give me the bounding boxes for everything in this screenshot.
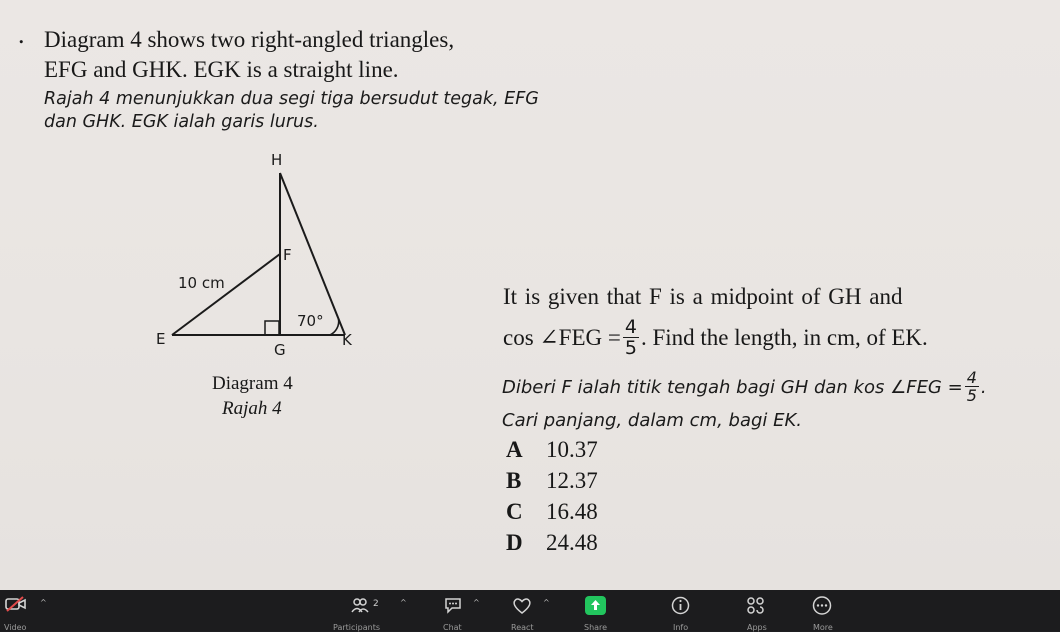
option-value: 10.37 [546, 437, 598, 462]
info-label[interactable]: Info [673, 623, 689, 632]
chat-chevron-icon[interactable]: ^ [473, 598, 480, 607]
diagram-caption-en: Diagram 4 [212, 373, 293, 394]
label-f: F [283, 246, 292, 264]
meeting-toolbar [0, 590, 1060, 631]
fraction-four-fifths [623, 318, 639, 358]
option-c [506, 499, 598, 525]
option-letter: B [506, 468, 522, 493]
question-line-2: EFG and GHK. EGK is a straight line. [44, 57, 399, 82]
question-malay-line-1: Rajah 4 menunjukkan dua segi tiga bersudut tegak, EFG [44, 89, 539, 109]
given-line-2 [503, 318, 928, 358]
apps-label[interactable]: Apps [747, 623, 767, 632]
malay-fraction-denominator: 5 [966, 386, 977, 405]
diagram-caption-my: Rajah 4 [222, 398, 282, 419]
option-letter: C [506, 499, 523, 524]
label-angle: 70° [297, 312, 324, 330]
malay-given-prefix: Diberi F ialah titik tengah bagi GH dan kos ∠FEG = [502, 376, 963, 398]
react-label[interactable]: React [511, 623, 534, 632]
question-bullet: . [18, 20, 25, 49]
option-value: 24.48 [546, 530, 598, 555]
video-label[interactable]: Video [4, 623, 27, 632]
option-a [506, 437, 598, 463]
label-ef-length: 10 cm [178, 274, 225, 292]
malay-ask-line: Cari panjang, dalam cm, bagi EK. [502, 410, 803, 431]
video-chevron-icon[interactable]: ^ [40, 598, 47, 607]
line-ef [172, 254, 280, 335]
given-line-1: It is given that F is a midpoint of GH and [503, 284, 903, 309]
participants-chevron-icon[interactable]: ^ [400, 598, 407, 607]
label-k: K [342, 331, 352, 349]
option-d [506, 530, 598, 556]
option-b [506, 468, 598, 494]
chat-label[interactable]: Chat [443, 623, 462, 632]
react-chevron-icon[interactable]: ^ [543, 598, 550, 607]
video-off-icon[interactable] [5, 596, 27, 612]
cos-suffix: . Find the length, in cm, of EK. [640, 325, 928, 350]
right-angle-marker [265, 321, 279, 335]
cos-prefix: cos ∠FEG = [503, 325, 621, 350]
fraction-numerator: 4 [624, 316, 637, 338]
apps-icon[interactable] [746, 596, 766, 615]
chat-icon[interactable] [444, 597, 462, 614]
option-letter: A [506, 437, 523, 462]
participants-count: 2 [373, 599, 379, 609]
info-icon[interactable] [671, 596, 690, 615]
angle-arc [330, 319, 339, 335]
more-label[interactable]: More [813, 623, 833, 632]
question-malay-line-2: dan GHK. EGK ialah garis lurus. [44, 112, 319, 132]
malay-fraction-numerator: 4 [966, 368, 977, 387]
malay-fraction [965, 370, 979, 404]
fraction-denominator: 5 [624, 337, 637, 359]
option-value: 16.48 [546, 499, 598, 524]
more-icon[interactable] [812, 596, 832, 615]
participants-label[interactable]: Participants [333, 623, 380, 632]
react-heart-icon[interactable] [512, 597, 532, 615]
question-line-1: Diagram 4 shows two right-angled triangles, [44, 27, 455, 52]
share-screen-icon[interactable] [585, 596, 606, 615]
malay-given-suffix: . [980, 376, 987, 398]
share-label[interactable]: Share [584, 623, 608, 632]
option-letter: D [506, 530, 523, 555]
participants-icon[interactable] [351, 598, 369, 614]
malay-given-line [502, 370, 987, 404]
label-e: E [156, 330, 166, 348]
option-value: 12.37 [546, 468, 598, 493]
label-h: H [271, 151, 283, 169]
triangle-diagram [150, 145, 370, 360]
label-g: G [274, 341, 286, 359]
